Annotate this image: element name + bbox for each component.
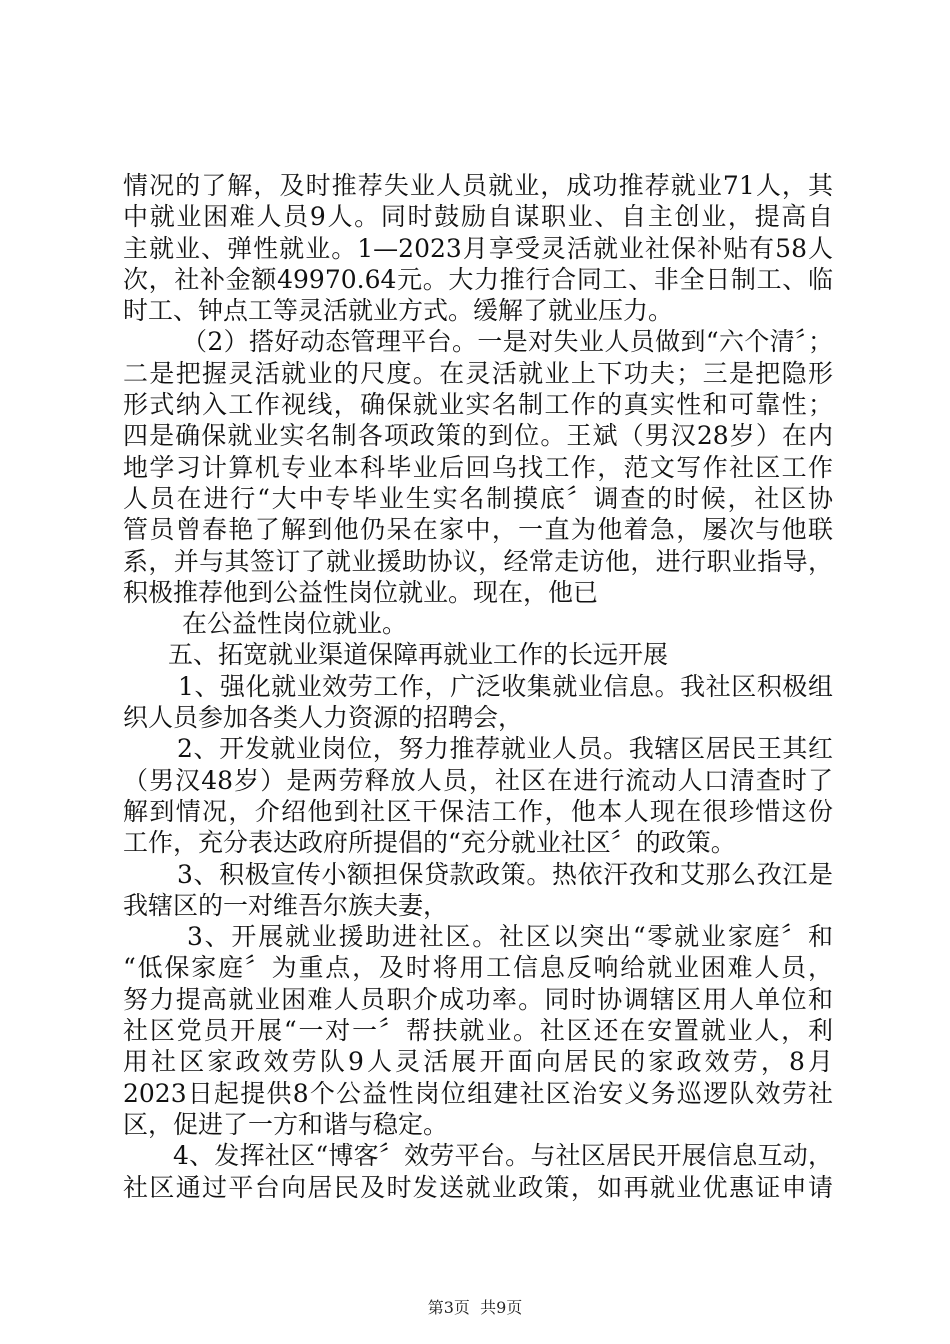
text-line: 时工、钟点工等灵活就业方式。缓解了就业压力。	[123, 296, 674, 326]
text-line: 形式纳入工作视线，确保就业实名制工作的真实性和可靠性；	[123, 390, 833, 420]
text-line: （2）搭好动态管理平台。一是对失业人员做到“六个清〞；	[182, 327, 833, 357]
text-line: 区，促进了一方和谐与稳定。	[123, 1109, 449, 1139]
text-line: 用社区家政效劳队9人灵活展开面向居民的家政效劳，8月	[123, 1047, 833, 1077]
text-line: 织人员参加各类人力资源的招聘会，	[123, 703, 524, 733]
text-line: 1、强化就业效劳工作，广泛收集就业信息。我社区积极组	[178, 671, 833, 701]
text-line: “低保家庭〞为重点，及时将用工信息反响给就业困难人员，	[123, 953, 833, 983]
text-line: 努力提高就业困难人员职介成功率。同时协调辖区用人单位和	[123, 984, 833, 1014]
page-number: 第3页	[427, 1298, 470, 1317]
text-line: 2、开发就业岗位，努力推荐就业人员。我辖区居民王其红	[177, 734, 833, 764]
text-line: 积极推荐他到公益性岗位就业。现在，他已	[123, 577, 599, 607]
text-line: 3、积极宣传小额担保贷款政策。热依汗孜和艾那么孜江是	[177, 859, 833, 889]
text-line: 3、开展就业援助进社区。社区以突出“零就业家庭〞和	[187, 922, 833, 952]
text-line: 2023日起提供8个公益性岗位组建社区治安义务巡逻队效劳社	[123, 1078, 833, 1108]
text-line: 人员在进行“大中专毕业生实名制摸底〞调查的时候，社区协	[123, 483, 833, 513]
text-line: 地学习计算机专业本科毕业后回乌找工作，范文写作社区工作	[123, 452, 833, 482]
text-line: 4、发挥社区“博客〞效劳平台。与社区居民开展信息互动，	[173, 1141, 833, 1171]
text-line: 管员曾春艳了解到他仍呆在家中，一直为他着急，屡次与他联	[123, 515, 833, 545]
text-line: 情况的了解，及时推荐失业人员就业，成功推荐就业71人，其	[123, 171, 833, 200]
text-line: （男汉48岁）是两劳释放人员，社区在进行流动人口清查时了	[123, 765, 833, 795]
text-line: 二是把握灵活就业的尺度。在灵活就业上下功夫；三是把隐形	[123, 358, 833, 388]
section-heading: 五、拓宽就业渠道保障再就业工作的长远开展	[168, 640, 669, 670]
text-line: 次，社补金额49970.64元。大力推行合同工、非全日制工、临	[123, 264, 833, 294]
text-line: 四是确保就业实名制各项政策的到位。王斌（男汉28岁）在内	[123, 421, 833, 451]
text-line: 在公益性岗位就业。	[182, 609, 408, 639]
text-line: 社区党员开展“一对一〞帮扶就业。社区还在安置就业人，利	[123, 1016, 833, 1046]
text-line: 社区通过平台向居民及时发送就业政策，如再就业优惠证申请	[123, 1172, 833, 1202]
text-line: 工作，充分表达政府所提倡的“充分就业社区〞的政策。	[123, 828, 736, 858]
document-body	[123, 170, 833, 1203]
text-line: 我辖区的一对维吾尔族夫妻，	[123, 890, 449, 920]
text-line: 系，并与其签订了就业援助协议，经常走访他，进行职业指导，	[123, 546, 833, 576]
text-line: 解到情况，介绍他到社区干保洁工作，他本人现在很珍惜这份	[123, 796, 833, 826]
text-line: 中就业困难人员9人。同时鼓励自谋职业、自主创业，提高自	[123, 202, 833, 232]
page-total: 共9页	[480, 1298, 523, 1317]
page-footer	[0, 1298, 950, 1318]
text-line: 主就业、弹性就业。1—2023月享受灵活就业社保补贴有58人	[123, 233, 833, 263]
